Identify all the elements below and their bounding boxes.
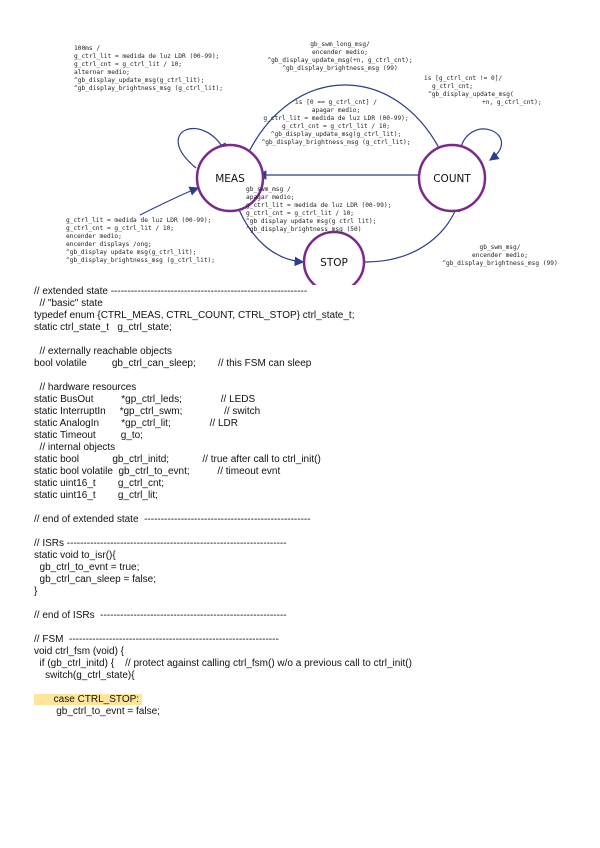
code-line: if (gb_ctrl_initd) { // protect against calling ctrl_fsm() w/o a previous call to ctrl_init()	[34, 658, 412, 669]
code-line: static bool volatile gb_ctrl_to_evnt; // timeout evnt	[34, 466, 281, 477]
svg-text:+n, g_ctrl_cnt);: +n, g_ctrl_cnt);	[482, 99, 542, 106]
svg-text:apagar medio;: apagar medio;	[246, 194, 295, 201]
svg-text:encender medio;: encender medio;	[312, 49, 368, 56]
state-count	[419, 145, 485, 211]
code-line: void ctrl_fsm (void) {	[34, 646, 125, 657]
code-line: switch(g_ctrl_state){	[34, 670, 135, 681]
code-line: static Timeout g_to;	[34, 430, 143, 441]
label-count-to-meas	[261, 99, 410, 146]
code-line: static ctrl_state_t g_ctrl_state;	[34, 322, 172, 333]
code-line: static uint16_t g_ctrl_lit;	[34, 490, 158, 501]
code-line: static InterruptIn *gp_ctrl_swm; // switch	[34, 406, 261, 417]
code-line: typedef enum {CTRL_MEAS, CTRL_COUNT, CTRL_STOP} ctrl_state_t;	[34, 310, 355, 321]
svg-text:^gb_display update msg(g_ctrl_: ^gb_display update msg(g_ctrl_lit);	[66, 249, 197, 256]
svg-text:g_ctrl_cnt = g_ctrl_lit / 10;: g_ctrl_cnt = g_ctrl_lit / 10;	[74, 61, 183, 68]
code-line: gb_ctrl_to_evnt = false;	[34, 706, 160, 717]
state-diagram	[0, 0, 600, 285]
svg-text:g_ctrl_cnt = g_ctrl_lit / 10;: g_ctrl_cnt = g_ctrl_lit / 10;	[66, 225, 175, 232]
svg-text:gb_swm_msg /: gb_swm_msg /	[246, 186, 291, 193]
state-stop	[304, 232, 364, 285]
code-line: // FSM ---------------------------------------------------------------	[34, 634, 279, 645]
svg-text:^gb_display_update_msg(: ^gb_display_update_msg(	[428, 91, 514, 98]
svg-text:^gb_display_brightness_msg (99: ^gb_display_brightness_msg (99)	[442, 260, 558, 267]
svg-text:g_ctrl_cnt = g_ctrl_lit / 10;: g_ctrl_cnt = g_ctrl_lit / 10;	[281, 123, 391, 130]
svg-text:apagar medio;: apagar medio;	[311, 107, 361, 114]
svg-text:encender medio;: encender medio;	[472, 252, 528, 259]
label-meas-self	[74, 45, 223, 92]
case-stop-highlight: case CTRL_STOP:	[34, 694, 142, 705]
svg-text:^gb_display_update_msg(g_ctrl_: ^gb_display_update_msg(g_ctrl_lit);	[270, 131, 402, 138]
code-line: // hardware resources	[34, 382, 137, 393]
label-count-self	[424, 75, 542, 106]
code-line: static void to_isr(){	[34, 550, 116, 561]
svg-text:is [0 == g_ctrl_cnt] /: is [0 == g_ctrl_cnt] /	[295, 99, 377, 106]
arrow-stop-to-count	[365, 203, 458, 262]
svg-text:gb_swm_msg/: gb_swm_msg/	[479, 244, 521, 251]
state-count-label: COUNT	[433, 173, 471, 185]
svg-text:encender medio;: encender medio;	[66, 233, 122, 240]
code-line: // internal objects	[34, 442, 116, 453]
code-line: gb_ctrl_to_evnt = true;	[34, 562, 140, 573]
svg-text:^gb_display_brightness_msg (g_: ^gb_display_brightness_msg (g_ctrl_lit);	[74, 85, 224, 92]
svg-text:g_ctrl_lit = medida de luz LDR: g_ctrl_lit = medida de luz LDR (00-99);	[263, 115, 409, 122]
svg-text:g_ctrl_lit = medida de luz LDR: g_ctrl_lit = medida de luz LDR (00-99);	[246, 202, 392, 209]
svg-text:^gb_display_brightness_msg (g_: ^gb_display_brightness_msg (g_ctrl_lit);	[261, 139, 411, 146]
svg-text:g_ctrl_lit = medida de luz LDR: g_ctrl_lit = medida de luz LDR (00-99);	[74, 53, 220, 60]
code-line: static AnalogIn *gp_ctrl_lit; // LDR	[34, 418, 238, 429]
arrow-initial	[140, 188, 198, 215]
svg-text:^gb_display_brightness_msg (50: ^gb_display_brightness_msg (50)	[246, 226, 362, 233]
label-stop-to-count	[442, 244, 557, 267]
svg-text:gb_swm_long_msg/: gb_swm_long_msg/	[310, 41, 370, 48]
code-line: // extended state -----------------------------------------------------------	[34, 286, 308, 297]
code-line-highlighted	[34, 694, 142, 706]
svg-text:encender displays /ong;: encender displays /ong;	[66, 241, 152, 248]
state-meas-label: MEAS	[215, 173, 245, 185]
svg-text:g_ctrl_lit = medida de luz LDR: g_ctrl_lit = medida de luz LDR (00-99);	[66, 217, 212, 224]
state-stop-label: STOP	[320, 257, 348, 269]
svg-text:100ms /: 100ms /	[74, 45, 101, 52]
code-line: static bool gb_ctrl_initd; // true after call to ctrl_init()	[34, 454, 321, 465]
code-line: bool volatile gb_ctrl_can_sleep; // this FSM can sleep	[34, 358, 312, 369]
code-line: // end of extended state --------------------------------------------------	[34, 514, 311, 525]
svg-text:g_ctrl_cnt;: g_ctrl_cnt;	[432, 83, 473, 90]
label-initial	[66, 217, 215, 264]
code-line: gb_ctrl_can_sleep = false;	[34, 574, 157, 585]
label-meas-to-stop	[246, 186, 391, 233]
code-line: // ISRs ------------------------------------------------------------------	[34, 538, 287, 549]
code-line: // end of ISRs --------------------------------------------------------	[34, 610, 287, 621]
svg-text:g_ctrl_cnt = g_ctrl_lit / 10;: g_ctrl_cnt = g_ctrl_lit / 10;	[246, 210, 355, 217]
svg-text:^gb_display_brightness_msg (99: ^gb_display_brightness_msg (99)	[282, 65, 398, 72]
code-line: static uint16_t g_ctrl_cnt;	[34, 478, 165, 489]
code-line: // externally reachable objects	[34, 346, 172, 357]
svg-text:is [g_ctrl_cnt != 0]/: is [g_ctrl_cnt != 0]/	[424, 75, 503, 82]
code-line: static BusOut *gp_ctrl_leds; // LEDS	[34, 394, 256, 405]
svg-text:^gb display update msg(g ctrl: ^gb display update msg(g ctrl lit);	[246, 218, 377, 225]
svg-text:^gb_display_update_msg(+n, g_c: ^gb_display_update_msg(+n, g_ctrl_cnt);	[267, 57, 413, 64]
label-top-arc	[267, 41, 412, 72]
svg-text:^gb_display_update_msg(g_ctrl_: ^gb_display_update_msg(g_ctrl_lit);	[74, 77, 205, 84]
svg-text:alternar medio;: alternar medio;	[74, 69, 130, 76]
code-line: }	[34, 586, 38, 597]
code-line: // "basic" state	[34, 298, 103, 309]
svg-text:^gb_display_brightness_msg (g_: ^gb_display_brightness_msg (g_ctrl_lit);	[66, 257, 216, 264]
